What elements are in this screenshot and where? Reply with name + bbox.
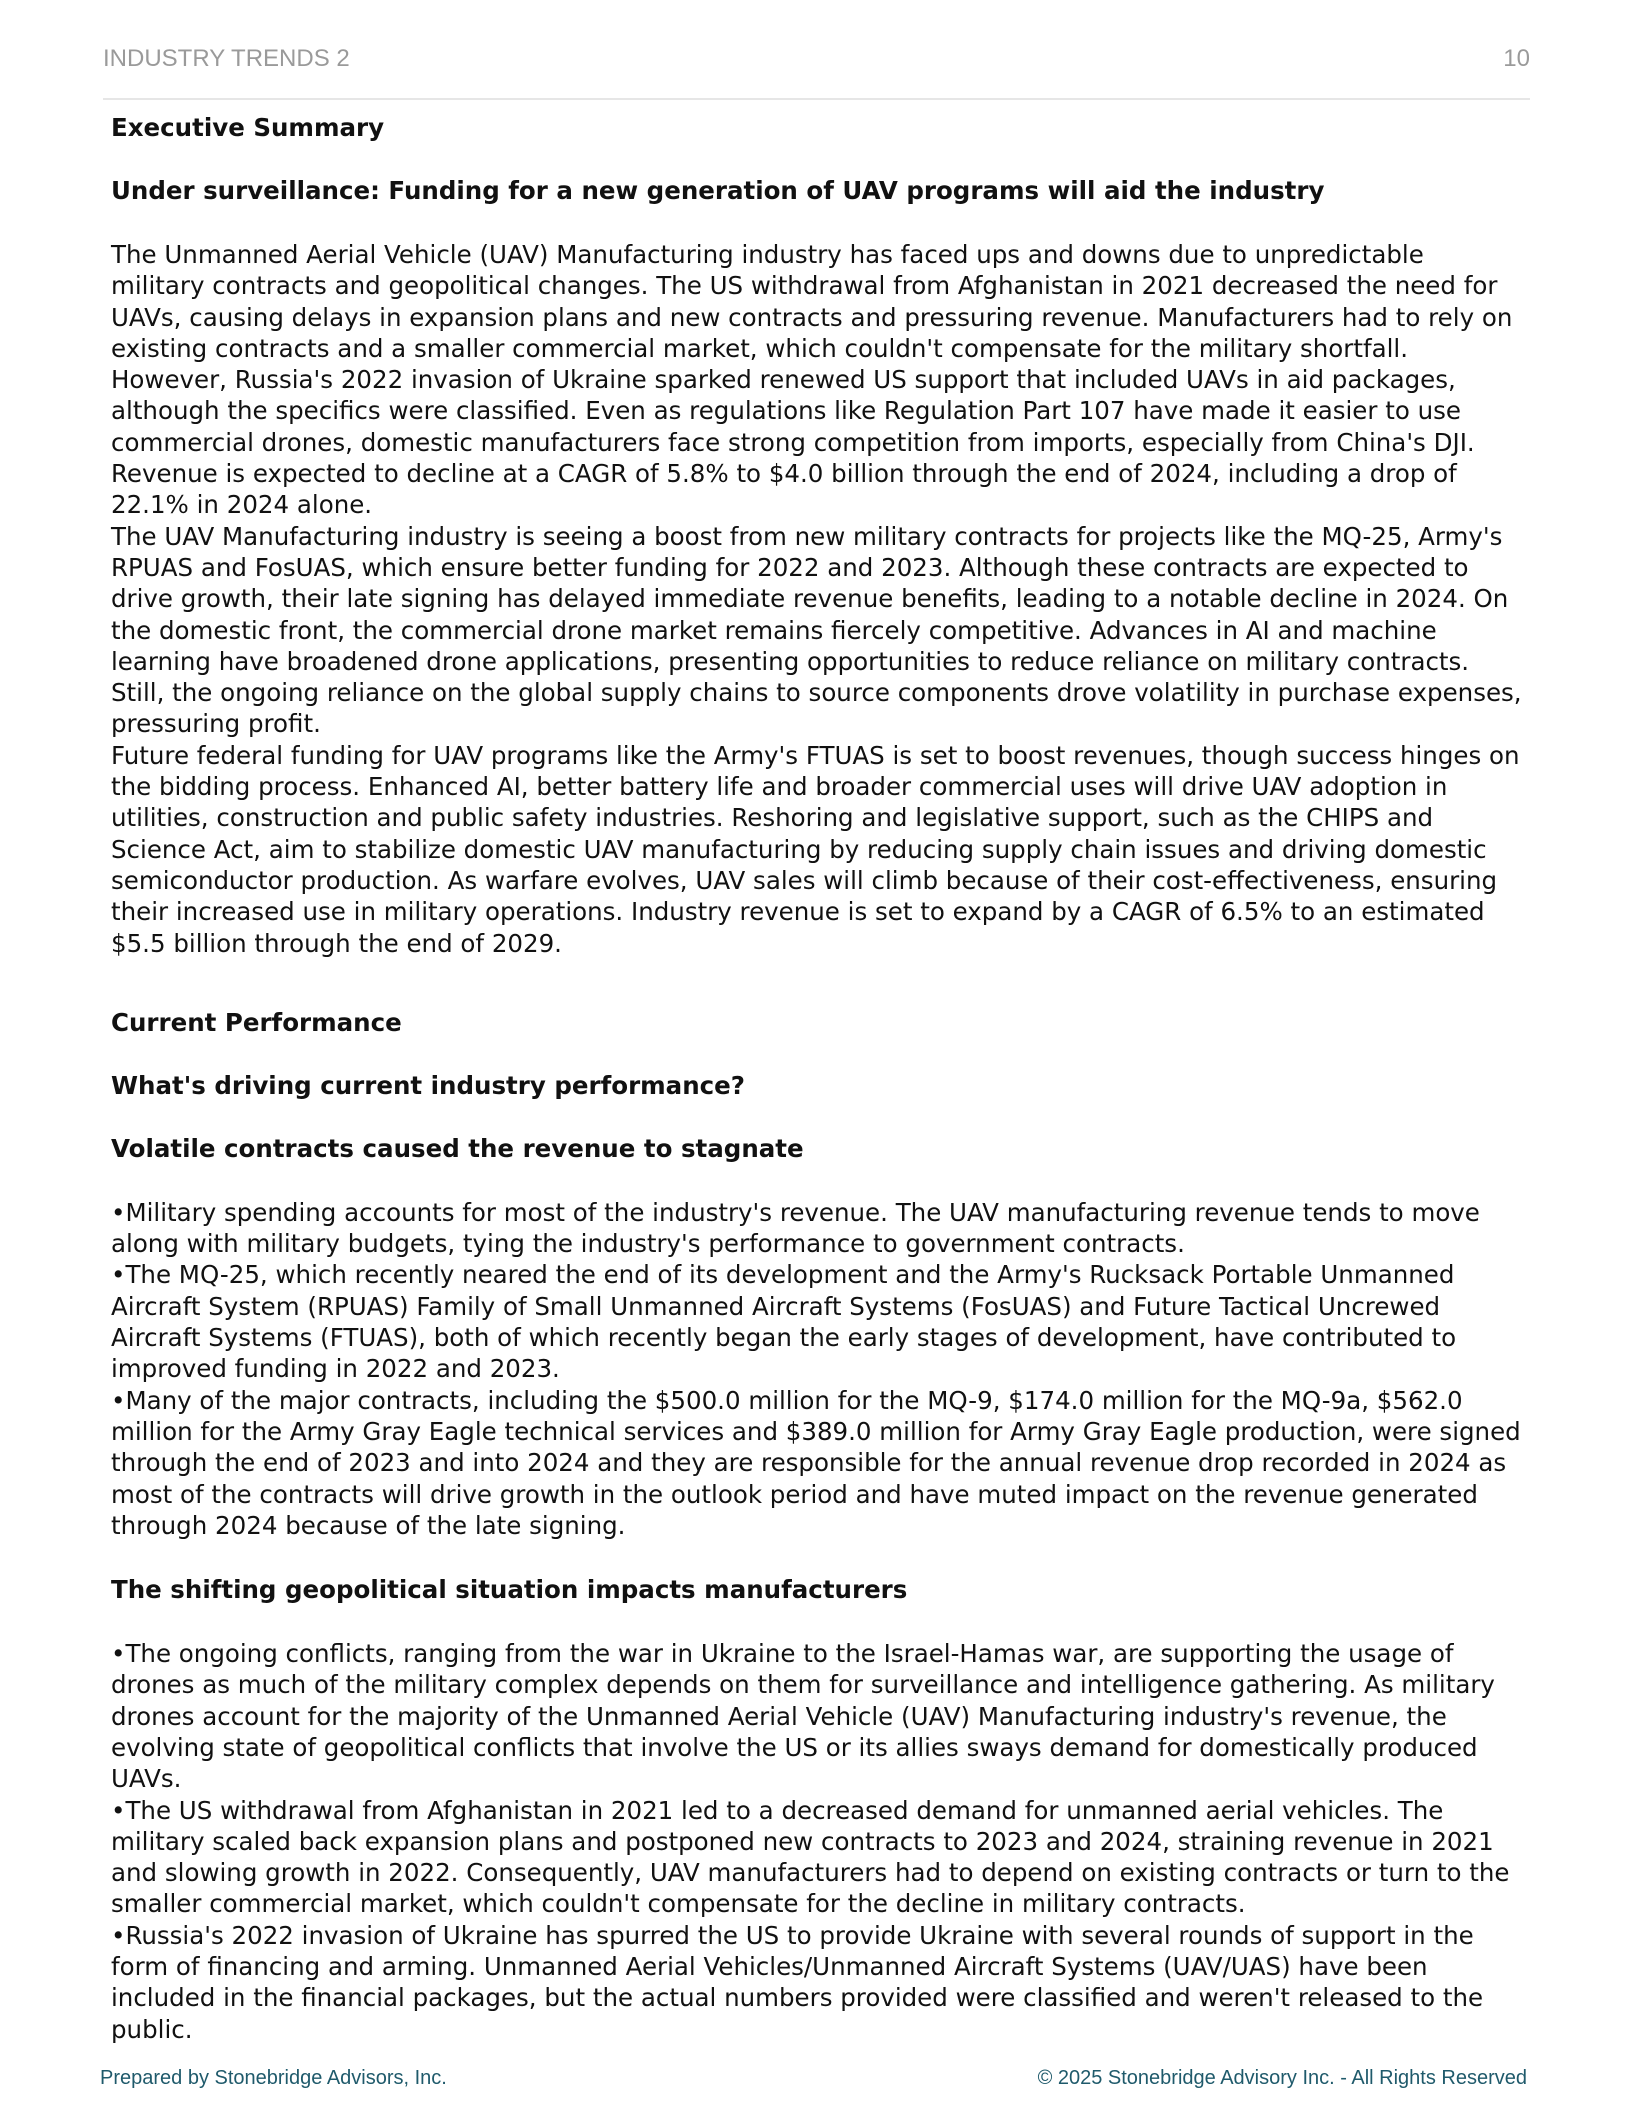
executive-summary-subheading: Under surveillance: Funding for a new generation of UAV programs will aid the industry (111, 176, 1325, 205)
copyright-text: © 2025 Stonebridge Advisory Inc. - All Rights Reserved (1037, 2066, 1527, 2089)
page-footer (100, 2065, 1527, 2091)
bullet-item: •Russia's 2022 invasion of Ukraine has spurred the US to provide Ukraine with several rounds of support in the form of financing and arming. Unmanned Aerial Vehicles/Unmanned Aircraft Systems (UAV/UAS) have been included in the financial packages, but the actual numbers provided were classified and weren't released to the public. (111, 1920, 1484, 2044)
volatile-contracts-heading: Volatile contracts caused the revenue to stagnate (111, 1133, 804, 1163)
bullet-item: •The ongoing conflicts, ranging from the war in Ukraine to the Israel-Hamas war, are supporting the usage of drones as much of the military complex depends on them for surveillance and intelligence gathering. As military drones account for the majority of the Unmanned Aerial Vehicle (UAV) Manufacturing industry's revenue, the evolving state of geopolitical conflicts that involve the US or its allies sways demand for domestically produced UAVs. (111, 1639, 1495, 1794)
executive-summary-heading: Executive Summary (111, 113, 385, 142)
report-title: INDUSTRY TRENDS 2 (103, 45, 350, 72)
page-number: 10 (1503, 45, 1530, 72)
page-content (111, 112, 1525, 2045)
current-performance-heading: Current Performance (111, 1007, 402, 1037)
bullet-item: •Military spending accounts for most of the industry's revenue. The UAV manufacturing revenue tends to move along with military budgets, tying the industry's performance to government contracts. (111, 1197, 1480, 1259)
geopolitical-heading: The shifting geopolitical situation impacts manufacturers (111, 1575, 908, 1605)
summary-paragraph: The UAV Manufacturing industry is seeing a boost from new military contracts for projects like the MQ-25, Army's RPUAS and FosUAS, which ensure better funding for 2022 and 2023. Although these contracts are expected to drive growth, their late signing has delayed immediate revenue benefits, leading to a notable decline in 2024. On the domestic front, the commercial drone market remains fiercely competitive. Advances in AI and machine learning have broadened drone applications, presenting opportunities to reduce reliance on military contracts. Still, the ongoing reliance on the global supply chains to source components drove volatility in purchase expenses, pressuring profit. (111, 521, 1522, 739)
bullet-item: •Many of the major contracts, including the $500.0 million for the MQ-9, $174.0 million for the MQ-9a, $562.0 million for the Army Gray Eagle technical services and $389.0 million for Army Gray Eagle production, were signed through the end of 2023 and into 2024 and they are responsible for the annual revenue drop recorded in 2024 as most of the contracts will drive growth in the outlook period and have muted impact on the revenue generated through 2024 because of the late signing. (111, 1385, 1521, 1540)
bullet-item: •The US withdrawal from Afghanistan in 2021 led to a decreased demand for unmanned aerial vehicles. The military scaled back expansion plans and postponed new contracts to 2023 and 2024, straining revenue in 2021 and slowing growth in 2022. Consequently, UAV manufacturers had to depend on existing contracts or turn to the smaller commercial market, which couldn't compensate for the decline in military contracts. (111, 1795, 1510, 1919)
page-header (103, 44, 1530, 74)
summary-paragraph: The Unmanned Aerial Vehicle (UAV) Manufacturing industry has faced ups and downs due to unpredictable military contracts and geopolitical changes. The US withdrawal from Afghanistan in 2021 decreased the need for UAVs, causing delays in expansion plans and new contracts and pressuring revenue. Manufacturers had to rely on existing contracts and a smaller commercial market, which couldn't compensate for the military shortfall. However, Russia's 2022 invasion of Ukraine sparked renewed US support that included UAVs in aid packages, although the specifics were classified. Even as regulations like Regulation Part 107 have made it easier to use commercial drones, domestic manufacturers face strong competition from imports, especially from China's DJI. Revenue is expected to decline at a CAGR of 5.8% to $4.0 billion through the end of 2024, including a drop of 22.1% in 2024 alone. (111, 240, 1513, 520)
bullet-item: •The MQ-25, which recently neared the end of its development and the Army's Rucksack Portable Unmanned Aircraft System (RPUAS) Family of Small Unmanned Aircraft Systems (FosUAS) and Future Tactical Uncrewed Aircraft Systems (FTUAS), both of which recently began the early stages of development, have contributed to improved funding in 2022 and 2023. (111, 1260, 1457, 1384)
prepared-by-text: Prepared by Stonebridge Advisors, Inc. (100, 2066, 447, 2089)
header-divider (103, 98, 1530, 100)
driving-performance-question: What's driving current industry performance? (111, 1070, 746, 1100)
summary-paragraph: Future federal funding for UAV programs like the Army's FTUAS is set to boost revenues, though success hinges on the bidding process. Enhanced AI, better battery life and broader commercial uses will drive UAV adoption in utilities, construction and public safety industries. Reshoring and legislative support, such as the CHIPS and Science Act, aim to stabilize domestic UAV manufacturing by reducing supply chain issues and driving domestic semiconductor production. As warfare evolves, UAV sales will climb because of their cost-effectiveness, ensuring their increased use in military operations. Industry revenue is set to expand by a CAGR of 6.5% to an estimated $5.5 billion through the end of 2029. (111, 740, 1520, 958)
